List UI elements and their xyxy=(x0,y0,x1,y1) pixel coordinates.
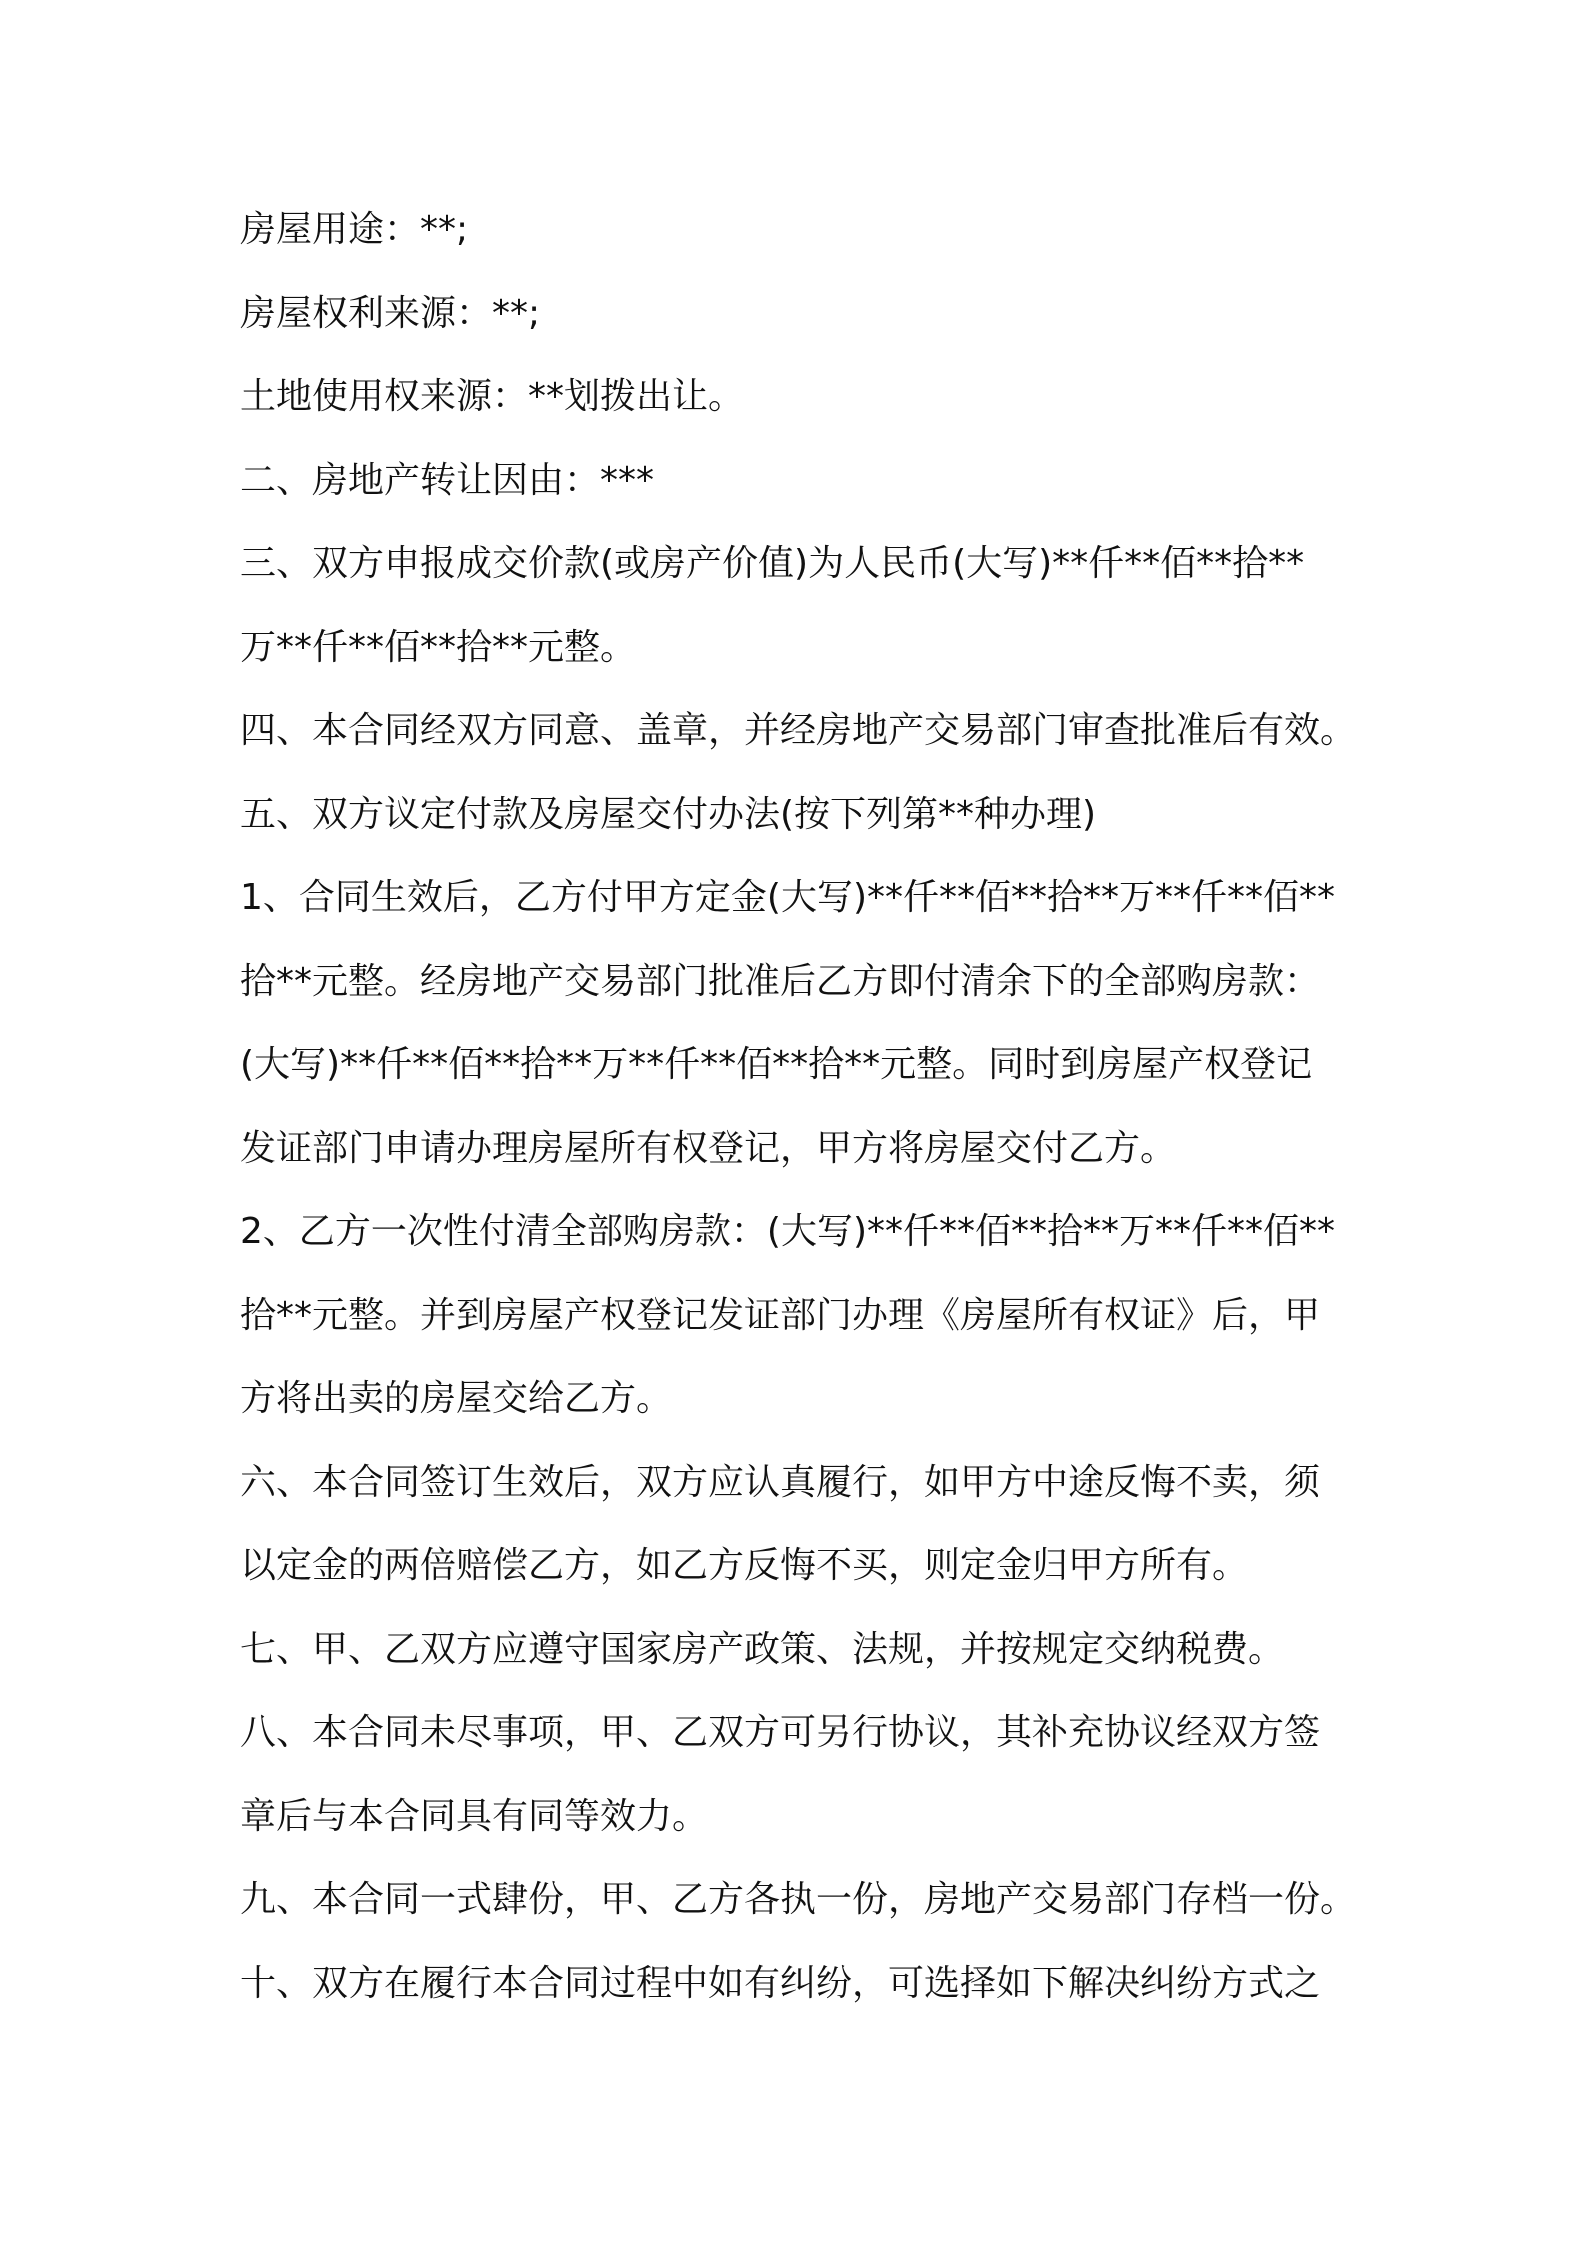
text-line-clause-3: 三、双方申报成交价款(或房产价值)为人民币(大写)**仟**佰**拾** xyxy=(240,543,1305,584)
text-line-clause-5-2-cont-a: 拾**元整。并到房屋产权登记发证部门办理《房屋所有权证》后，甲 xyxy=(240,1294,1321,1336)
text-line-clause-2: 二、房地产转让因由：*** xyxy=(240,459,655,501)
text-line-clause-8-cont: 章后与本合同具有同等效力。 xyxy=(240,1795,709,1837)
text-line-clause-9: 九、本合同一式肆份，甲、乙方各执一份，房地产交易部门存档一份。 xyxy=(240,1879,1357,1920)
text-line-clause-5-1-cont-c: 发证部门申请办理房屋所有权登记，甲方将房屋交付乙方。 xyxy=(240,1127,1177,1169)
text-line-clause-8: 八、本合同未尽事项，甲、乙双方可另行协议，其补充协议经双方签 xyxy=(240,1712,1321,1753)
text-line-clause-5-2: 2、乙方一次性付清全部购房款：(大写)**仟**佰**拾**万**仟**佰** xyxy=(240,1211,1335,1252)
text-line-clause-4: 四、本合同经双方同意、盖章，并经房地产交易部门审查批准后有效。 xyxy=(240,710,1357,751)
text-line-clause-7: 七、甲、乙双方应遵守国家房产政策、法规，并按规定交纳税费。 xyxy=(240,1628,1285,1670)
contract-text xyxy=(240,195,1360,2032)
text-line-clause-6-cont: 以定金的两倍赔偿乙方，如乙方反悔不买，则定金归甲方所有。 xyxy=(240,1545,1249,1586)
text-line-clause-6: 六、本合同签订生效后，双方应认真履行，如甲方中途反悔不卖，须 xyxy=(240,1461,1321,1503)
text-line-clause-5: 五、双方议定付款及房屋交付办法(按下列第**种办理) xyxy=(240,793,1097,835)
text-line-clause-5-2-cont-b: 方将出卖的房屋交给乙方。 xyxy=(240,1378,673,1419)
text-line-property-use: 房屋用途：**; xyxy=(240,209,469,250)
text-line-land-use-source: 土地使用权来源：**划拨出让。 xyxy=(240,376,745,417)
text-line-clause-5-1-cont-b: (大写)**仟**佰**拾**万**仟**佰**拾**元整。同时到房屋产权登记 xyxy=(240,1044,1313,1085)
text-line-rights-source: 房屋权利来源：**; xyxy=(240,292,541,334)
text-line-clause-10: 十、双方在履行本合同过程中如有纠纷，可选择如下解决纠纷方式之 xyxy=(240,1962,1321,2004)
text-line-clause-3-cont: 万**仟**佰**拾**元整。 xyxy=(240,626,637,668)
text-line-clause-5-1-cont-a: 拾**元整。经房地产交易部门批准后乙方即付清余下的全部购房款： xyxy=(240,960,1321,1002)
text-line-clause-5-1: 1、合同生效后，乙方付甲方定金(大写)**仟**佰**拾**万**仟**佰** xyxy=(240,877,1335,918)
